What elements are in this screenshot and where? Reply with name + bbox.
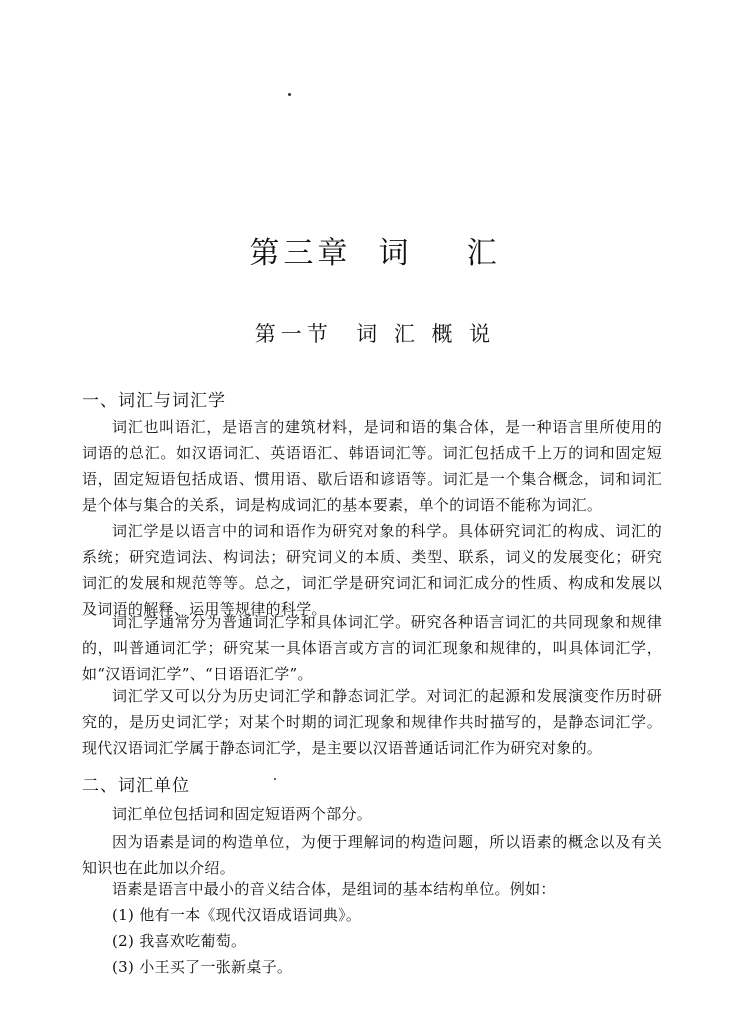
example-sentence: (2) 我喜欢吃葡萄。 bbox=[112, 932, 247, 950]
paragraph: 词汇学是以语言中的词和语作为研究对象的科学。具体研究词汇的构成、词汇的系统；研究造词法、构词法；研究词义的本质、类型、联系，词义的发展变化；研究词汇的发展和规范等等。总之，词汇学是研究词汇和词汇成分的性质、构成和发展以及词语的解释、运用等规律的科学。 bbox=[82, 522, 662, 618]
paragraph: 语素是语言中最小的音义结合体，是组词的基本结构单位。例如： bbox=[112, 880, 556, 898]
section-heading: 二、词汇单位 bbox=[82, 776, 190, 796]
paragraph: 词汇学通常分为普通词汇学和具体词汇学。研究各种语言词汇的共同现象和规律的，叫普通词汇学；研究某一具体语言或方言的词汇现象和规律的，叫具体词汇学，如“汉语词汇学”、“日语语汇学”。 bbox=[82, 613, 662, 683]
section-title: 第一节 词 汇 概 说 bbox=[254, 322, 496, 346]
paragraph: 因为语素是词的构造单位，为便于理解词的构造问题，所以语素的概念以及有关知识也在此加以介绍。 bbox=[82, 833, 662, 877]
paragraph: 词汇也叫语汇，是语言的建筑材料，是词和语的集合体，是一种语言里所使用的词语的总汇。如汉语词汇、英语语汇、韩语词汇等。词汇包括成千上万的词和固定短语，固定短语包括成语、惯用语、歇后语和谚语等。词汇是一个集合概念，词和词汇是个体与集合的关系，词是构成词汇的基本要素，单个的词语不能称为词汇。 bbox=[82, 418, 662, 514]
section-heading: 一、词汇与词汇学 bbox=[82, 391, 226, 411]
chapter-title: 第三章 词 汇 bbox=[249, 236, 501, 271]
paragraph: 词汇单位包括词和固定短语两个部分。 bbox=[112, 805, 373, 823]
print-speck bbox=[274, 778, 276, 780]
example-sentence: (3) 小王买了一张新桌子。 bbox=[112, 958, 293, 976]
paragraph: 词汇学又可以分为历史词汇学和静态词汇学。对词汇的起源和发展演变作历时研究的，是历史词汇学；对某个时期的词汇现象和规律作共时描写的，是静态词汇学。现代汉语词汇学属于静态词汇学，是主要以汉语普通话词汇作为研究对象的。 bbox=[82, 687, 662, 757]
print-speck bbox=[288, 93, 291, 96]
example-sentence: (1) 他有一本《现代汉语成语词典》。 bbox=[112, 906, 362, 924]
